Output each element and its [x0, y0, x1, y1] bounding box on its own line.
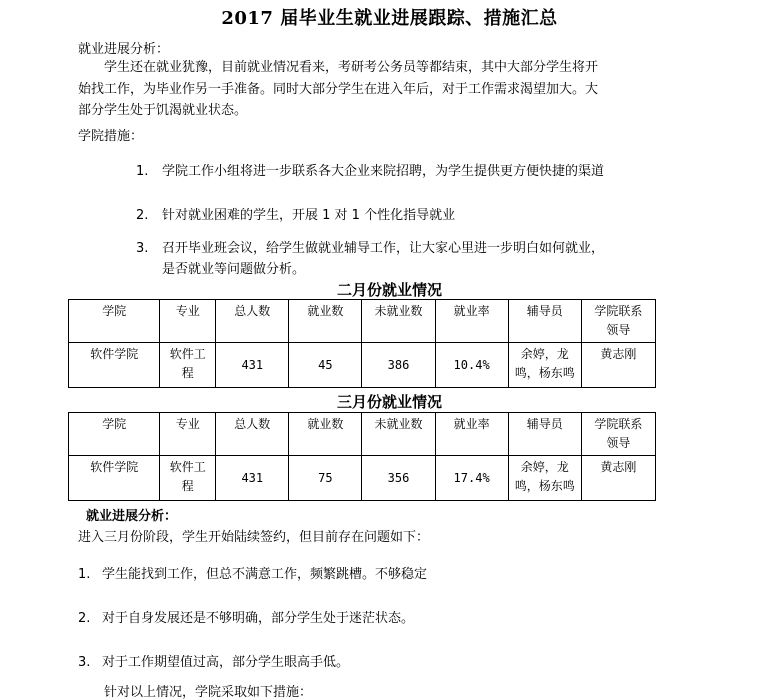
cell-line: 软件工: [169, 460, 206, 474]
feb-employment-table: [68, 299, 656, 388]
measure-number: 2.: [136, 208, 149, 223]
cell-counselor: [508, 456, 581, 501]
issue-number: 2.: [78, 611, 91, 626]
cell-employed: 45: [289, 343, 362, 388]
cell-college: 软件学院: [69, 343, 160, 388]
section2-heading: 就业进展分析：: [86, 509, 178, 524]
cell-employed: 75: [289, 456, 362, 501]
col-header: 未就业数: [362, 413, 435, 456]
paragraph-line: 始找工作，为毕业作另一手准备。同时大部分学生在进入年后，对于工作需求渴望加大。大: [78, 81, 599, 97]
measure-item-3-cont: 是否就业等问题做分析。: [162, 262, 306, 277]
cell-major: [160, 456, 216, 501]
col-header: 总人数: [216, 413, 289, 456]
col-header: 辅导员: [508, 413, 581, 456]
section2-closing: 针对以上情况，学院采取如下措施：: [104, 685, 313, 700]
cell-total: 431: [216, 343, 289, 388]
cell-rate: 17.4%: [435, 456, 508, 501]
issue-text: 对于工作期望值过高，部分学生眼高手低。: [102, 655, 350, 670]
table-header-row: [69, 300, 656, 343]
issue-item-1: [78, 563, 427, 582]
cell-line: 鸣，杨东鸣: [514, 366, 575, 380]
measure-number: 1.: [136, 164, 149, 179]
col-header: 辅导员: [508, 300, 581, 343]
cell-major: [160, 343, 216, 388]
measure-item-2: [136, 204, 455, 223]
measures-heading: 学院措施：: [78, 129, 144, 144]
issue-number: 1.: [78, 567, 91, 582]
table-row: [69, 343, 656, 388]
col-header-line: 领导: [606, 436, 631, 450]
cell-counselor: [508, 343, 581, 388]
col-header: 学院: [69, 300, 160, 343]
cell-line: 程: [181, 366, 194, 380]
page-title: [0, 4, 779, 30]
cell-line: 鸣，杨东鸣: [514, 479, 575, 493]
mar-employment-table: [68, 412, 656, 501]
col-header: 就业率: [435, 300, 508, 343]
cell-line: 软件工: [169, 347, 206, 361]
col-header-line: 学院联系: [594, 417, 643, 431]
feb-table-title: 二月份就业情况: [336, 281, 442, 299]
cell-total: 431: [216, 456, 289, 501]
cell-leader: 黄志刚: [581, 343, 655, 388]
section1-heading: 就业进展分析：: [78, 42, 170, 57]
cell-line: 程: [181, 479, 194, 493]
col-header-leader: [581, 300, 655, 343]
title-text: 届毕业生就业进展跟踪、措施汇总: [273, 8, 558, 29]
col-header: 未就业数: [362, 300, 435, 343]
col-header: 就业数: [289, 413, 362, 456]
paragraph-line: 学生还在就业犹豫，目前就业情况看来，考研考公务员等都结束，其中大部分学生将开: [104, 60, 599, 75]
table-row: [69, 456, 656, 501]
issue-item-2: [78, 607, 414, 626]
measure-item-3: [136, 237, 604, 256]
measure-item-1: [136, 160, 604, 179]
measure-text: 召开毕业班会议，给学生做就业辅导工作，让大家心里进一步明白如何就业，: [162, 241, 605, 256]
cell-rate: 10.4%: [435, 343, 508, 388]
col-header: 就业率: [435, 413, 508, 456]
measure-text: 学院工作小组将进一步联系各大企业来院招聘，为学生提供更方便快捷的渠道: [162, 164, 605, 179]
measure-text: 针对就业困难的学生，开展 1 对 1 个性化指导就业: [162, 208, 456, 223]
issue-item-3: [78, 651, 349, 670]
measure-number: 3.: [136, 241, 149, 256]
section2-intro: 进入三月份阶段，学生开始陆续签约，但目前存在问题如下：: [78, 530, 430, 545]
col-header-line: 学院联系: [594, 304, 643, 318]
col-header: 专业: [160, 300, 216, 343]
title-year: 2017: [221, 8, 274, 29]
col-header: 总人数: [216, 300, 289, 343]
paragraph-line: 部分学生处于饥渴就业状态。: [78, 103, 248, 118]
cell-unemployed: 386: [362, 343, 435, 388]
col-header: 就业数: [289, 300, 362, 343]
section1-paragraph: [78, 57, 678, 122]
cell-line: 余婷，龙: [520, 460, 569, 474]
col-header-leader: [581, 413, 655, 456]
issue-number: 3.: [78, 655, 91, 670]
issue-text: 学生能找到工作，但总不满意工作，频繁跳槽。不够稳定: [102, 567, 428, 582]
cell-line: 余婷，龙: [520, 347, 569, 361]
cell-unemployed: 356: [362, 456, 435, 501]
issue-text: 对于自身发展还是不够明确，部分学生处于迷茫状态。: [102, 611, 415, 626]
col-header: 专业: [160, 413, 216, 456]
col-header: 学院: [69, 413, 160, 456]
cell-college: 软件学院: [69, 456, 160, 501]
mar-table-title: 三月份就业情况: [336, 393, 442, 411]
cell-leader: 黄志刚: [581, 456, 655, 501]
col-header-line: 领导: [606, 323, 631, 337]
table-header-row: [69, 413, 656, 456]
